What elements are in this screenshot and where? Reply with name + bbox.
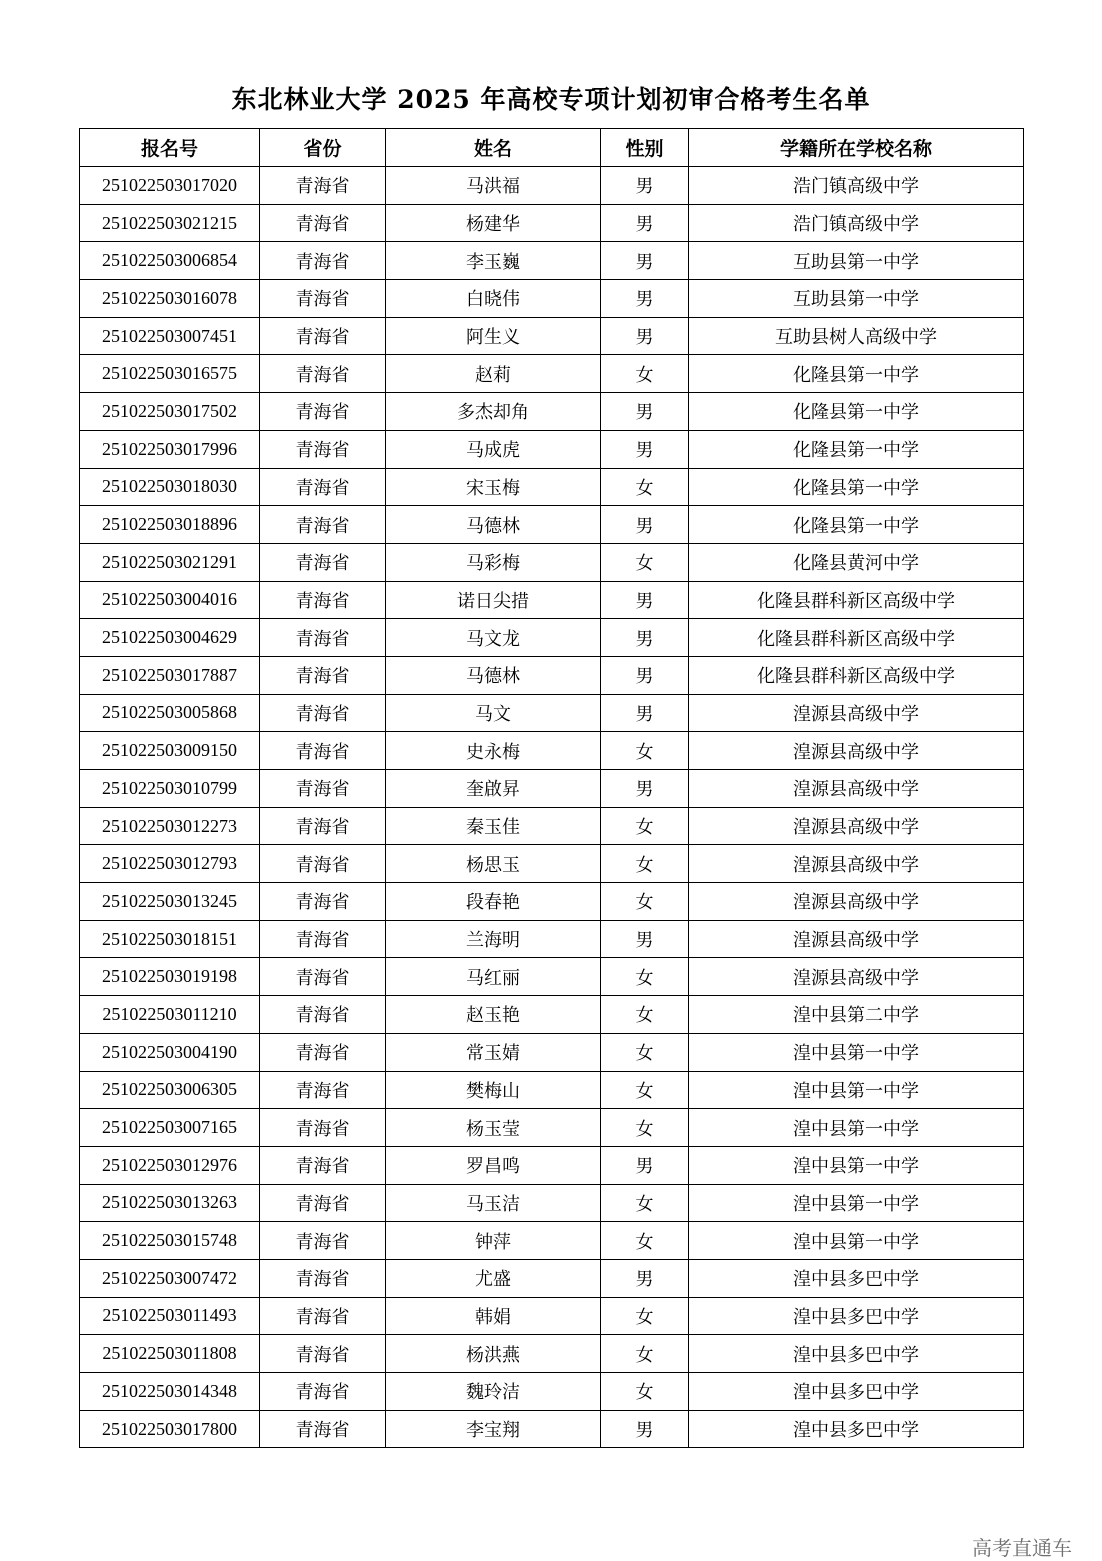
table-row bbox=[80, 393, 1024, 431]
table-row bbox=[80, 506, 1024, 544]
cell-gender: 女 bbox=[601, 996, 689, 1034]
cell-gender: 女 bbox=[601, 355, 689, 393]
cell-name: 马红丽 bbox=[386, 958, 601, 996]
cell-registration-number: 251022503010799 bbox=[80, 770, 260, 808]
cell-registration-number: 251022503004016 bbox=[80, 581, 260, 619]
table-row bbox=[80, 694, 1024, 732]
cell-registration-number: 251022503013245 bbox=[80, 883, 260, 921]
cell-province: 青海省 bbox=[260, 920, 386, 958]
cell-province: 青海省 bbox=[260, 581, 386, 619]
cell-registration-number: 251022503018896 bbox=[80, 506, 260, 544]
cell-province: 青海省 bbox=[260, 807, 386, 845]
cell-name: 杨洪燕 bbox=[386, 1335, 601, 1373]
cell-registration-number: 251022503011493 bbox=[80, 1297, 260, 1335]
cell-school: 互助县第一中学 bbox=[689, 242, 1024, 280]
cell-registration-number: 251022503019198 bbox=[80, 958, 260, 996]
cell-school: 湟中县第二中学 bbox=[689, 996, 1024, 1034]
cell-school: 湟源县高级中学 bbox=[689, 920, 1024, 958]
cell-registration-number: 251022503012976 bbox=[80, 1146, 260, 1184]
cell-registration-number: 251022503004629 bbox=[80, 619, 260, 657]
table-row bbox=[80, 883, 1024, 921]
cell-school: 化隆县第一中学 bbox=[689, 393, 1024, 431]
cell-name: 杨建华 bbox=[386, 204, 601, 242]
cell-name: 尤盛 bbox=[386, 1259, 601, 1297]
cell-province: 青海省 bbox=[260, 996, 386, 1034]
cell-name: 李宝翔 bbox=[386, 1410, 601, 1448]
table-row bbox=[80, 770, 1024, 808]
cell-name: 杨玉莹 bbox=[386, 1109, 601, 1147]
table-row bbox=[80, 807, 1024, 845]
cell-gender: 男 bbox=[601, 1146, 689, 1184]
cell-province: 青海省 bbox=[260, 430, 386, 468]
cell-gender: 男 bbox=[601, 506, 689, 544]
cell-school: 化隆县黄河中学 bbox=[689, 543, 1024, 581]
cell-registration-number: 251022503007165 bbox=[80, 1109, 260, 1147]
cell-name: 白晓伟 bbox=[386, 280, 601, 318]
cell-name: 史永梅 bbox=[386, 732, 601, 770]
cell-school: 湟源县高级中学 bbox=[689, 694, 1024, 732]
cell-province: 青海省 bbox=[260, 506, 386, 544]
cell-gender: 女 bbox=[601, 1297, 689, 1335]
cell-gender: 男 bbox=[601, 280, 689, 318]
cell-province: 青海省 bbox=[260, 468, 386, 506]
cell-registration-number: 251022503006305 bbox=[80, 1071, 260, 1109]
cell-gender: 女 bbox=[601, 883, 689, 921]
cell-registration-number: 251022503012793 bbox=[80, 845, 260, 883]
table-row bbox=[80, 317, 1024, 355]
cell-province: 青海省 bbox=[260, 1109, 386, 1147]
table-header-row bbox=[80, 129, 1024, 167]
cell-name: 秦玉佳 bbox=[386, 807, 601, 845]
cell-registration-number: 251022503014348 bbox=[80, 1373, 260, 1411]
cell-school: 化隆县第一中学 bbox=[689, 355, 1024, 393]
table-row bbox=[80, 167, 1024, 205]
cell-gender: 女 bbox=[601, 807, 689, 845]
cell-province: 青海省 bbox=[260, 883, 386, 921]
cell-gender: 女 bbox=[601, 1109, 689, 1147]
cell-registration-number: 251022503007472 bbox=[80, 1259, 260, 1297]
cell-name: 樊梅山 bbox=[386, 1071, 601, 1109]
cell-name: 马德林 bbox=[386, 656, 601, 694]
cell-province: 青海省 bbox=[260, 543, 386, 581]
cell-name: 杨思玉 bbox=[386, 845, 601, 883]
table-row bbox=[80, 1410, 1024, 1448]
table-row bbox=[80, 619, 1024, 657]
cell-gender: 女 bbox=[601, 732, 689, 770]
cell-province: 青海省 bbox=[260, 1184, 386, 1222]
cell-gender: 男 bbox=[601, 393, 689, 431]
table-row bbox=[80, 1373, 1024, 1411]
cell-registration-number: 251022503016078 bbox=[80, 280, 260, 318]
cell-province: 青海省 bbox=[260, 732, 386, 770]
cell-name: 魏玲洁 bbox=[386, 1373, 601, 1411]
cell-registration-number: 251022503012273 bbox=[80, 807, 260, 845]
cell-school: 湟源县高级中学 bbox=[689, 770, 1024, 808]
table-row bbox=[80, 996, 1024, 1034]
cell-province: 青海省 bbox=[260, 1071, 386, 1109]
cell-school: 湟源县高级中学 bbox=[689, 845, 1024, 883]
table-row bbox=[80, 430, 1024, 468]
cell-name: 马德林 bbox=[386, 506, 601, 544]
cell-province: 青海省 bbox=[260, 958, 386, 996]
cell-province: 青海省 bbox=[260, 1259, 386, 1297]
cell-registration-number: 251022503017020 bbox=[80, 167, 260, 205]
header-school: 学籍所在学校名称 bbox=[689, 129, 1024, 167]
cell-name: 段春艳 bbox=[386, 883, 601, 921]
cell-name: 常玉婧 bbox=[386, 1033, 601, 1071]
cell-province: 青海省 bbox=[260, 1033, 386, 1071]
cell-school: 互助县第一中学 bbox=[689, 280, 1024, 318]
cell-gender: 女 bbox=[601, 1033, 689, 1071]
cell-gender: 女 bbox=[601, 1184, 689, 1222]
cell-name: 马洪福 bbox=[386, 167, 601, 205]
cell-registration-number: 251022503021291 bbox=[80, 543, 260, 581]
cell-province: 青海省 bbox=[260, 317, 386, 355]
cell-registration-number: 251022503009150 bbox=[80, 732, 260, 770]
cell-registration-number: 251022503017887 bbox=[80, 656, 260, 694]
cell-school: 化隆县第一中学 bbox=[689, 468, 1024, 506]
cell-province: 青海省 bbox=[260, 770, 386, 808]
cell-school: 湟中县多巴中学 bbox=[689, 1297, 1024, 1335]
cell-gender: 女 bbox=[601, 1335, 689, 1373]
cell-school: 湟中县多巴中学 bbox=[689, 1373, 1024, 1411]
cell-school: 湟中县第一中学 bbox=[689, 1146, 1024, 1184]
cell-registration-number: 251022503017800 bbox=[80, 1410, 260, 1448]
cell-name: 马玉洁 bbox=[386, 1184, 601, 1222]
table-row bbox=[80, 355, 1024, 393]
cell-school: 浩门镇高级中学 bbox=[689, 204, 1024, 242]
cell-gender: 女 bbox=[601, 543, 689, 581]
cell-name: 马文龙 bbox=[386, 619, 601, 657]
cell-registration-number: 251022503018151 bbox=[80, 920, 260, 958]
cell-gender: 女 bbox=[601, 1373, 689, 1411]
cell-school: 化隆县第一中学 bbox=[689, 430, 1024, 468]
cell-school: 湟中县第一中学 bbox=[689, 1222, 1024, 1260]
cell-gender: 男 bbox=[601, 430, 689, 468]
cell-school: 湟中县多巴中学 bbox=[689, 1259, 1024, 1297]
table-row bbox=[80, 581, 1024, 619]
cell-province: 青海省 bbox=[260, 242, 386, 280]
header-registration-number: 报名号 bbox=[80, 129, 260, 167]
table-row bbox=[80, 1222, 1024, 1260]
cell-province: 青海省 bbox=[260, 656, 386, 694]
cell-province: 青海省 bbox=[260, 280, 386, 318]
cell-school: 湟中县第一中学 bbox=[689, 1033, 1024, 1071]
cell-gender: 女 bbox=[601, 1222, 689, 1260]
cell-name: 韩娟 bbox=[386, 1297, 601, 1335]
cell-registration-number: 251022503018030 bbox=[80, 468, 260, 506]
cell-registration-number: 251022503011210 bbox=[80, 996, 260, 1034]
cell-province: 青海省 bbox=[260, 1335, 386, 1373]
cell-province: 青海省 bbox=[260, 1373, 386, 1411]
header-gender: 性别 bbox=[601, 129, 689, 167]
cell-gender: 男 bbox=[601, 656, 689, 694]
cell-school: 湟中县第一中学 bbox=[689, 1109, 1024, 1147]
cell-gender: 女 bbox=[601, 1071, 689, 1109]
cell-gender: 男 bbox=[601, 1410, 689, 1448]
table-row bbox=[80, 204, 1024, 242]
cell-school: 湟中县多巴中学 bbox=[689, 1335, 1024, 1373]
cell-gender: 男 bbox=[601, 619, 689, 657]
cell-province: 青海省 bbox=[260, 393, 386, 431]
cell-registration-number: 251022503017996 bbox=[80, 430, 260, 468]
cell-school: 湟中县第一中学 bbox=[689, 1071, 1024, 1109]
table-row bbox=[80, 920, 1024, 958]
cell-school: 湟中县多巴中学 bbox=[689, 1410, 1024, 1448]
cell-gender: 男 bbox=[601, 694, 689, 732]
cell-gender: 男 bbox=[601, 1259, 689, 1297]
cell-province: 青海省 bbox=[260, 1297, 386, 1335]
table-row bbox=[80, 958, 1024, 996]
cell-province: 青海省 bbox=[260, 1222, 386, 1260]
cell-name: 赵莉 bbox=[386, 355, 601, 393]
cell-name: 钟萍 bbox=[386, 1222, 601, 1260]
cell-registration-number: 251022503017502 bbox=[80, 393, 260, 431]
header-province: 省份 bbox=[260, 129, 386, 167]
cell-school: 湟中县第一中学 bbox=[689, 1184, 1024, 1222]
cell-gender: 男 bbox=[601, 167, 689, 205]
table-row bbox=[80, 656, 1024, 694]
table-body bbox=[80, 167, 1024, 1448]
table-row bbox=[80, 1109, 1024, 1147]
cell-school: 互助县树人高级中学 bbox=[689, 317, 1024, 355]
cell-province: 青海省 bbox=[260, 1410, 386, 1448]
cell-registration-number: 251022503007451 bbox=[80, 317, 260, 355]
cell-gender: 男 bbox=[601, 770, 689, 808]
cell-school: 湟源县高级中学 bbox=[689, 883, 1024, 921]
watermark: 高考直通车 bbox=[972, 1536, 1072, 1560]
cell-registration-number: 251022503011808 bbox=[80, 1335, 260, 1373]
cell-name: 罗昌鸣 bbox=[386, 1146, 601, 1184]
cell-name: 赵玉艳 bbox=[386, 996, 601, 1034]
cell-name: 奎啟昇 bbox=[386, 770, 601, 808]
cell-school: 湟源县高级中学 bbox=[689, 958, 1024, 996]
cell-registration-number: 251022503015748 bbox=[80, 1222, 260, 1260]
table-row bbox=[80, 845, 1024, 883]
cell-province: 青海省 bbox=[260, 204, 386, 242]
table-row bbox=[80, 1033, 1024, 1071]
table-row bbox=[80, 1146, 1024, 1184]
cell-school: 湟源县高级中学 bbox=[689, 732, 1024, 770]
cell-name: 马彩梅 bbox=[386, 543, 601, 581]
cell-school: 浩门镇高级中学 bbox=[689, 167, 1024, 205]
table-row bbox=[80, 242, 1024, 280]
table-row bbox=[80, 468, 1024, 506]
cell-name: 多杰却角 bbox=[386, 393, 601, 431]
cell-province: 青海省 bbox=[260, 619, 386, 657]
cell-registration-number: 251022503004190 bbox=[80, 1033, 260, 1071]
cell-name: 诺日尖措 bbox=[386, 581, 601, 619]
table-row bbox=[80, 1335, 1024, 1373]
table-row bbox=[80, 732, 1024, 770]
cell-name: 马文 bbox=[386, 694, 601, 732]
cell-province: 青海省 bbox=[260, 167, 386, 205]
cell-school: 化隆县群科新区高级中学 bbox=[689, 656, 1024, 694]
cell-name: 兰海明 bbox=[386, 920, 601, 958]
cell-gender: 女 bbox=[601, 958, 689, 996]
table-row bbox=[80, 543, 1024, 581]
cell-gender: 男 bbox=[601, 317, 689, 355]
table-row bbox=[80, 1184, 1024, 1222]
cell-name: 宋玉梅 bbox=[386, 468, 601, 506]
cell-province: 青海省 bbox=[260, 1146, 386, 1184]
cell-name: 李玉巍 bbox=[386, 242, 601, 280]
cell-province: 青海省 bbox=[260, 845, 386, 883]
cell-school: 化隆县第一中学 bbox=[689, 506, 1024, 544]
cell-gender: 男 bbox=[601, 920, 689, 958]
cell-registration-number: 251022503005868 bbox=[80, 694, 260, 732]
cell-registration-number: 251022503016575 bbox=[80, 355, 260, 393]
table-row bbox=[80, 1297, 1024, 1335]
table-row bbox=[80, 1071, 1024, 1109]
cell-registration-number: 251022503006854 bbox=[80, 242, 260, 280]
cell-gender: 女 bbox=[601, 845, 689, 883]
cell-gender: 男 bbox=[601, 204, 689, 242]
cell-gender: 女 bbox=[601, 468, 689, 506]
cell-school: 化隆县群科新区高级中学 bbox=[689, 619, 1024, 657]
cell-province: 青海省 bbox=[260, 694, 386, 732]
cell-school: 化隆县群科新区高级中学 bbox=[689, 581, 1024, 619]
candidate-table bbox=[79, 128, 1024, 1448]
header-name: 姓名 bbox=[386, 129, 601, 167]
table-row bbox=[80, 1259, 1024, 1297]
cell-name: 马成虎 bbox=[386, 430, 601, 468]
cell-registration-number: 251022503013263 bbox=[80, 1184, 260, 1222]
cell-name: 阿生义 bbox=[386, 317, 601, 355]
cell-gender: 男 bbox=[601, 242, 689, 280]
cell-gender: 男 bbox=[601, 581, 689, 619]
cell-province: 青海省 bbox=[260, 355, 386, 393]
table-row bbox=[80, 280, 1024, 318]
cell-registration-number: 251022503021215 bbox=[80, 204, 260, 242]
page-title: 东北林业大学 2025 年高校专项计划初审合格考生名单 bbox=[231, 85, 871, 114]
cell-school: 湟源县高级中学 bbox=[689, 807, 1024, 845]
